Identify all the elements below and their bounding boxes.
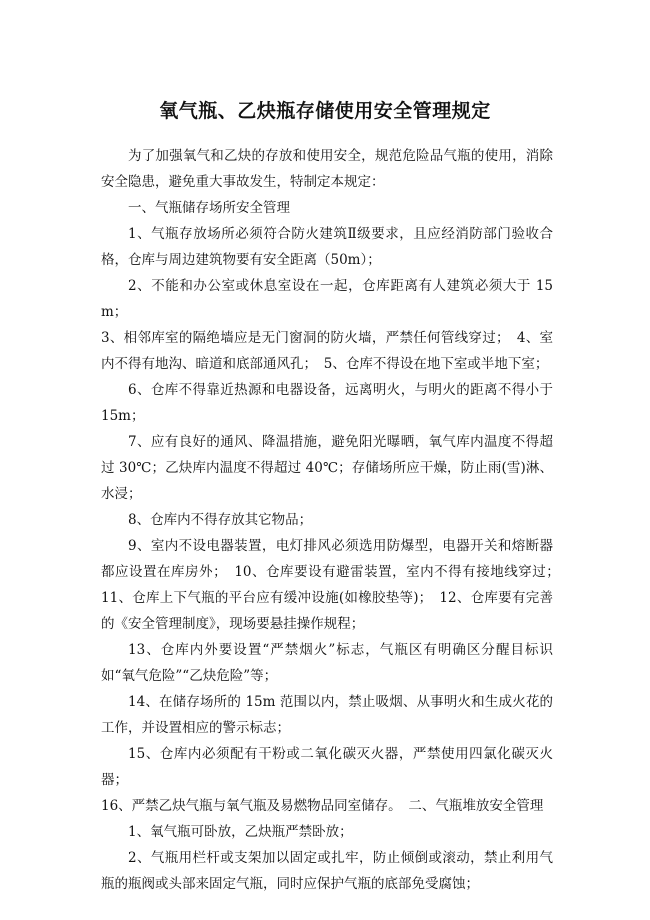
paragraph: 3、相邻库室的隔绝墙应是无门窗洞的防火墙，严禁任何管线穿过； 4、室内不得有地沟、暗道和底部通风孔； 5、仓库不得设在地下室或半地下室； bbox=[101, 330, 553, 372]
paragraph: 7、应有良好的通风、降温措施，避免阳光曝晒，氧气库内温度不得超过 30℃；乙炔库内温度不得超过 40℃；存储场所应干燥，防止雨(雪)淋、水浸； bbox=[101, 434, 553, 502]
paragraph: 13、仓库内外要设置“严禁烟火”标志，气瓶区有明确区分醒目标识如“氧气危险”“乙炔危险”等； bbox=[101, 642, 553, 684]
paragraph: 14、在储存场所的 15m 范围以内，禁止吸烟、从事明火和生成火花的工作，并设置相应的警示标志； bbox=[101, 694, 553, 736]
paragraph: 2、气瓶用栏杆或支架加以固定或扎牢，防止倾倒或滚动，禁止利用气瓶的瓶阀或头部来固定气瓶，同时应保护气瓶的底部免受腐蚀； bbox=[101, 850, 553, 892]
document-body bbox=[101, 143, 567, 897]
paragraph: 1、气瓶存放场所必须符合防火建筑Ⅱ级要求，且应经消防部门验收合格，仓库与周边建筑物要有安全距离（50m）； bbox=[101, 226, 553, 268]
paragraph: 16、严禁乙炔气瓶与氧气瓶及易燃物品同室储存。 二、气瓶堆放安全管理 bbox=[101, 798, 544, 814]
paragraph: 15、仓库内必须配有干粉或二氧化碳灭火器，严禁使用四氯化碳灭火器； bbox=[101, 746, 553, 788]
paragraph: 8、仓库内不得存放其它物品； bbox=[128, 512, 313, 528]
paragraph: 9、室内不设电器装置，电灯排风必须选用防爆型，电器开关和熔断器都应设置在库房外； 10、仓库要设有避雷装置，室内不得有接地线穿过； 11、仓库上下气瓶的平台应有缓冲设施(如橡胶垫等)； 12、仓库要有完善的《安全管理制度》，现场要悬挂操作规程； bbox=[101, 538, 567, 632]
paragraph: 2、不能和办公室或休息室设在一起，仓库距离有人建筑必须大于 15m； bbox=[101, 278, 553, 320]
section-heading-storage: 一、气瓶储存场所安全管理 bbox=[128, 200, 290, 216]
paragraph-intro: 为了加强氧气和乙炔的存放和使用安全，规范危险品气瓶的使用，消除安全隐患，避免重大事故发生，特制定本规定： bbox=[101, 148, 553, 190]
document-title: 氧气瓶、乙炔瓶存储使用安全管理规定 bbox=[159, 100, 491, 122]
paragraph: 6、仓库不得靠近热源和电器设备，远离明火，与明火的距离不得小于 15m； bbox=[101, 382, 553, 424]
paragraph: 1、氧气瓶可卧放，乙炔瓶严禁卧放； bbox=[128, 824, 353, 840]
